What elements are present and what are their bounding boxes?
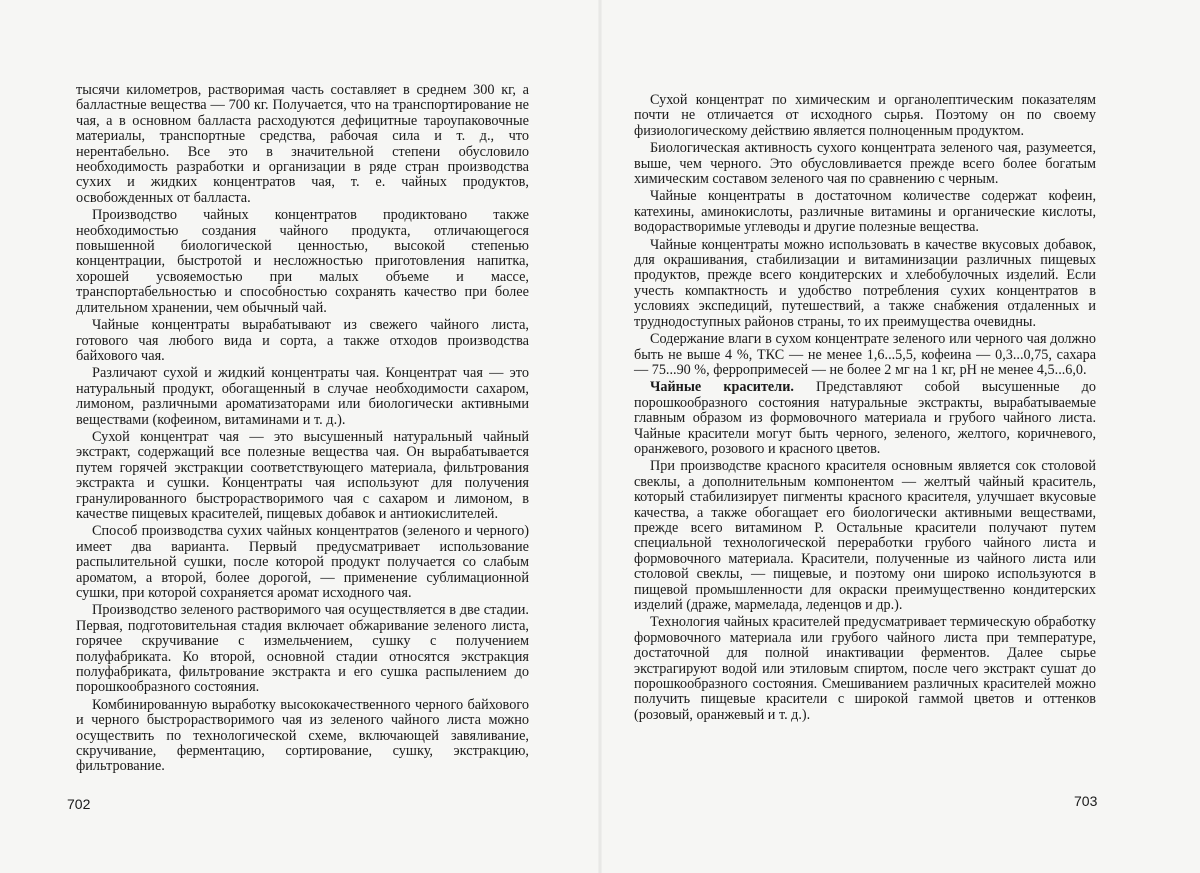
page-number: 702 (67, 796, 91, 812)
book-gutter (598, 0, 602, 873)
paragraph: При производстве красного красителя основным является сок столовой свеклы, а дополнительным компонентом — желтый чайный краситель, который стабилизирует пигменты красного красителя, улучшает вкусовые качества, а также обогащает его биологически активными веществами, прежде всего витамином Р. Остальные красители получают путем специальной технологической переработки грубого чайного листа и формовочного материала. Красители, полученные из чайного листа или столовой свеклы, — пищевые, и поэтому они широко используются в пищевой промышленности для окраски преимущественно кондитерских изделий (драже, мармелада, леденцов и др.). (634, 458, 1096, 613)
paragraph: Сухой концентрат чая — это высушенный натуральный чайный экстракт, содержащий все полезные вещества чая. Он вырабатывается путем горячей экстракции соответствующего материала, фильтрования экстракта и сушки. Концентраты чая используют для получения гранулированного быстрорастворимого чая с сахаром и лимоном, в качестве пищевых красителей, пищевых добавок и антиокислителей. (76, 428, 529, 522)
paragraph: Технология чайных красителей предусматривает термическую обработку формовочного материала или грубого чайного листа при температуре, достаточной для полной инактивации ферментов. Далее сырье экстрагируют водой или этиловым спиртом, после чего экстракт сушат до порошкообразного состояния. Смешиванием различных красителей можно получить пищевые красители с широкой гаммой цветов и оттенков (розовый, оранжевый и т. д.). (634, 614, 1096, 723)
page-number: 703 (1074, 793, 1098, 809)
paragraph: Чайные концентраты можно использовать в качестве вкусовых добавок, для окрашивания, стабилизации и витаминизации различных пищевых продуктов, прежде всего кондитерских и хлебобулочных изделий. Если учесть компактность и удобство потребления сухих концентратов в условиях экспедиций, путешествий, а также снабжения отдаленных и труднодоступных районов страны, то их преимущества очевидны. (634, 236, 1096, 330)
dyes-text: Представляют собой высушенные до порошкообразного состояния натуральные экстракты, вырабатываемые главным образом из формовочного материала и грубого чайного листа. Чайные красители могут быть черного, зеленого, желтого, коричневого, оранжевого, розового и красного цветов. (634, 379, 1096, 457)
paragraph: Комбинированную выработку высококачественного черного байхового и черного быстрорастворимого чая из зеленого чайного листа можно осуществить по технологической схеме, включающей завяливание, скручивание, ферментацию, сортирование, сушку, экстракцию, фильтрование. (76, 696, 529, 775)
paragraph: Различают сухой и жидкий концентраты чая. Концентрат чая — это натуральный продукт, обогащенный в случае необходимости сахаром, лимоном, различными ароматизаторами или биологически активными веществами (кофеином, витаминами и т. д.). (76, 365, 529, 428)
dyes-paragraph (634, 380, 1096, 457)
paragraph: Производство чайных концентратов продиктовано также необходимостью создания чайного продукта, отличающегося повышенной биологической ценностью, высокой степенью концентрации, быстротой и несложностью приготовления напитка, хорошей усвояемостью при малых объеме и массе, транспортабельностью и способностью сохранять качество при более длительном хранении, чем обычный чай. (76, 207, 529, 316)
left-text-block (76, 83, 529, 775)
paragraph: Чайные концентраты в достаточном количестве содержат кофеин, катехины, аминокислоты, различные витамины и органические кислоты, водорастворимые углеводы и другие полезные вещества. (634, 188, 1096, 236)
paragraph: тысячи километров, растворимая часть составляет в среднем 300 кг, а балластные вещества — 700 кг. Получается, что на транспортирование не чая, а в основном балласта расходуются дефицитные тароупаковочные материалы, транспортные средства, рабочая сила и т. д., что нерентабельно. Все это в значительной степени обусловило необходимость разработки и организации в ряде стран производства сухих и жидких концентратов чая, т. е. чайных продуктов, освобожденных от балласта. (76, 82, 529, 206)
paragraph: Способ производства сухих чайных концентратов (зеленого и черного) имеет два варианта. Первый предусматривает использование распылительной сушки, после которой продукт получается со слабым ароматом, а второй, более дорогой, — применение сублимационной сушки, при которой сохраняется аромат исходного чая. (76, 523, 529, 601)
paragraph: Чайные концентраты вырабатывают из свежего чайного листа, готового чая любого вида и сорта, а также отходов производства байхового чая. (76, 317, 529, 364)
dyes-heading: Чайные красители. (650, 379, 794, 396)
paragraph: Содержание влаги в сухом концентрате зеленого или черного чая должно быть не выше 4 %, ТКС — не менее 1,6...5,5, кофеина — 0,3...0,75, сахара — 75...90 %, ферропримесей — не более 2 мг на 1 кг, рН не менее 4,5...6,0. (634, 331, 1096, 378)
paragraph: Биологическая активность сухого концентрата зеленого чая, разумеется, выше, чем черного. Это обусловливается прежде всего более богатым химическим составом зеленого чая по сравнению с черным. (634, 140, 1096, 188)
paragraph: Сухой концентрат по химическим и органолептическим показателям почти не отличается от исходного сырья. Поэтому он по своему физиологическому действию является полноценным продуктом. (634, 92, 1096, 139)
right-text-block (634, 93, 1096, 723)
paragraph: Производство зеленого растворимого чая осуществляется в две стадии. Первая, подготовительная стадия включает обжаривание зеленого листа, горячее скручивание с измельчением, сушку с получением полуфабриката. Ко второй, основной стадии относятся экстракция полуфабриката, фильтрование экстракта и его сушка распылением до порошкообразного состояния. (76, 602, 529, 696)
